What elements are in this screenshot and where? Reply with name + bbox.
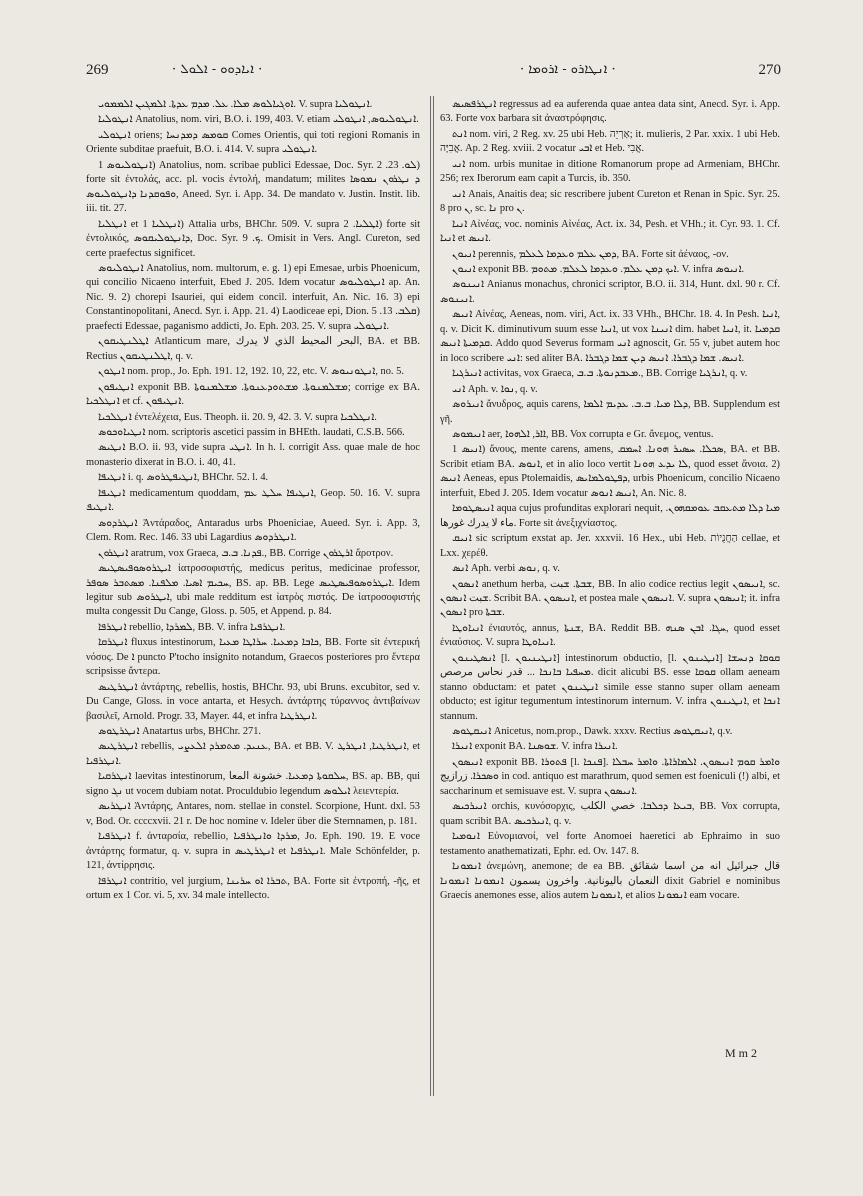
- dictionary-entry: ܐܢܝܡܘܣ aer, ܐܐܪ, ܐܠܗܘܐ, BB. Vox corrupta e Gr. ἄνεμος, ventus.: [452, 428, 714, 440]
- dictionary-entry: ܐܢܝܢܘܣ Anianus monachus, chronici scriptor, B.O. ii. 314, Hunt. dxl. 90 r. Cf. ܐܢܝܢܘܣ.: [440, 279, 780, 305]
- dictionary-entry: ܐܢܛܠܝܐ et ܐܢܛܠܝܐ 1) Attalia urbs, BHChr. 509. V. supra ܐܛܠܝܐ. 2) forte sit ἐντολικός, ܕܐܢܛܘܠܝܩܘܣ, Doc. Syr. ܟ. 9. Omisit in Vers. Angl. Cureton, sed certe praefectus significet.: [86, 218, 421, 259]
- dictionary-entry: ܐܢܛܘܠܝܘܣ Anatolius, nom. multorum, e. g. 1) epi Emesae, urbis Phoenicum, qui concilio Nicaeno interfuit, Ebed J. 205. Idem vocatur ܐܢܛܘܠܝܘܣ ap. An. Nic. 9. 2) chorepi Isauriei, qui eidem concil. interfuit, An. Nic. 16. 3) epi Constantinopolitani, Anecd. Syr. i. App. 21. 4) Laodiceae epi, Dion. ܩܠܒ. 13. 5) praefecti Edessae, paganismo addicti, Jo. Eph. 203. 25. V. supra ܐܢܛܘܠܝ.: [86, 262, 421, 332]
- dictionary-entry: ܐܢܛܪܦܐ contritio, vel jurgium, ܬܒܪܐ ܐܘ ܚܪܝܢܐ, BA. Forte sit ἐντροπή, -ῆς, et ortum ex 1 Cor. vi. 5, xv. 34 male intellecto.: [86, 875, 421, 902]
- dictionary-entry: ܐܢܛܪܩܝܐ laevitas intestinorum, ܚܠܩܘܬܐ ܕܡܥܝܐ. خشونة المعا, BS. ap. BB, qui signo ܢܓ ut vocem dubiam notat. Proculdubio legendum ܐܝܠܘܣ λειεντερία.: [86, 771, 420, 797]
- page-header: [0, 62, 863, 86]
- dictionary-entry: ܐܢܝܘܢ exponit BB. ܐܝܟ ܕܡܢ ܥܠܡ. ܘܥܕܡܐ ܠܥܠܡ. ܡܬܘܡ. V. infra ܐܢܝܘܣ.: [452, 263, 745, 275]
- dictionary-entry: ܐܢܛܝܦܘܢ exponit BB. ܡܫܠܡܢܘܬܐ. ܡܫܬܘܕܥܢܘܬܐ. ܡܫܠܡܢܘܬܐ; corrige ex BA. ܐܢܛܠܟܝܐ et cf. ܐܢܛܝܦܘܢ.: [86, 381, 420, 408]
- right-page-number: 270: [758, 62, 781, 78]
- dictionary-entry: ܐܢܝ Aph. v. ܢܘܐ, q. v.: [452, 383, 538, 395]
- dictionary-entry: ܐܢܝ Anais, Anaitis dea; sic rescribere jubent Cureton et Renan in Spic. Syr. 25. 8 pro ܢ, sc. ܢܐ pro ܢ.: [440, 188, 780, 215]
- dictionary-entry: ܐܢܛܘܠܝ oriens; ܩܘܡܣ ܕܡܕܢܚܐ Comes Orientis, qui toti regioni Romanis in Oriente subditae praefuit, B.O. i. 414. V. supra ܐܢܛܘܠܝ.: [86, 129, 420, 156]
- dictionary-entry: ܐܢܝܐܘܛܐ ἐνιαυτός, annus, ܫܢܬܐ, BA. Reddit BB. ܚܓܐ. ܐܒܢ ܣܢܗ, quod esset ἐνιαύσιος. V. supra ܐܢܝܐܘܛܐ.: [440, 622, 780, 649]
- signature-mark: M m 2: [725, 1046, 758, 1060]
- dictionary-entry: ܐܢܬ nom. viri, 2 Reg. xv. 25 ubi Heb. אַרְיֵה; it. mulieris, 2 Par. xxix. 1 ubi Heb. אֲבִיָּה. Ap. 2 Reg. xviii. 2 vocatur ܐܒܝ et Heb. אֲבִי.: [440, 128, 780, 155]
- dictionary-entry: ܐܢܛܝܦܐ i. q. ܐܢܛܝܦܛܪܘܣ, BHChr. 52. l. 4.: [98, 472, 269, 484]
- dictionary-entry: ܐܝܛܪܘܣܘܦܝܣܛܝܣ ἰατροσοφιστής, medicus peritus, medicinae professor, ܚܟܝܡ ܐܣܝܐ. ܡܠܦܢܐ. ܡܣܬܒܪ ܣܘܦܪ, BS. ap. BB. Lege ܐܝܛܪܘܣܘܦܝܣܛܝܣ. Idem legitur sub ܐܝܛܪܘܣ, ubi male redditum est ἰατρὸς πιστός. De ἰατροσοφιστής multa congessit Du Cange, Gloss. p. 505, et Append. p. 84.: [86, 563, 420, 618]
- dictionary-entry: ܐܢܛܪܛܝܣ rebellis, ܥܢܝܕ. ܡܬܡܪܕ ܐܠܥܨܝ, BA. et BB. V. ܐܢܛܪܛܝܐ, ܐܢܛܪܛ, et ܐܢܛܪܦܝܐ.: [86, 741, 420, 767]
- dictionary-entry: ܐܢܛܪܦܐ rebellio, ܠܡܪܕܐ, BB. V. infra ܐܢܛܪܦܝܐ.: [98, 621, 286, 633]
- dictionary-entry: ܐܢܛܪܦܣܝܣ regressus ad ea auferenda quae antea data sint, Anecd. Syr. i. App. 63. Forte vox barbara sit ἀναστρόφησις.: [440, 99, 780, 125]
- dictionary-entry: ܐܢܝܐ Αἰνέας, voc. nominis Αἰνέας, Act. ix. 34, Pesh. et VHh.; it. Cyr. 93. 1. Cf. ܐܢܝܐ et ܐܢܝܣ.: [440, 218, 780, 245]
- column-divider-rule: [430, 96, 431, 1096]
- dictionary-entry: ܐܢܛܪܘܢ aratrum, vox Graeca, ܦܕܢܐ. ܒ.ܒ., BB. Corrige ܐܪܛܪܘܢ ἄροτρον.: [98, 547, 394, 559]
- dictionary-entry: ܐܢܝܪܟܝܣ orchis, κυνόσορχις, ܒܝܥܐ ܕܟܠܒܐ. خصي الكلب, BB. Vox corrupta, quam scribit BA. ܐܢܝܪܟܝܣ, q. v.: [440, 801, 780, 827]
- dictionary-entry: ܐܢܛܝܦܐ medicamentum quoddam, ܐܢܛܝܦܐ ܚܠܛ ܥܡ, Geop. 50. 16. V. supra ܐܢܛܝܦ.: [86, 487, 420, 514]
- dictionary-entry: ܐܢܛܪܩܐ fluxus intestinorum, ܟܐܒܐ ܕܡܥܝܐ. ܚܪܐܛܐ ܡܥܝܐ, BB. Forte sit ἐντερική νόσος. De ܐ puncto P'tocho insignito notandum, Graecos posteriores pro ἔντερα scripsisse ἄντερα.: [86, 637, 420, 678]
- dictionary-entry: ܐܢܝܩ sic scriptum exstat ap. Jer. xxxvii. 16 Hex., ubi Heb. הַחֲנֻיוֹת cellae, et Lxx. χερέθ.: [440, 533, 781, 559]
- dictionary-entry: ܐܢܘܡܝܐ Εὐνομιανοί, vel forte Anomoei haeretici ab Ephraimo in suo testamento anathematizati, Ephr. ed. Ov. 147. 8.: [440, 831, 780, 857]
- dictionary-entry: ܐܢܝܩܛܘܣ Anicetus, nom.prop., Dawk. xxxv. Rectius ܐܢܝܩܛܘܣ, q.v.: [452, 726, 733, 738]
- dictionary-entry: ܐܢܝ nom. urbis munitae in ditione Romanorum prope ad Armeniam, BHChr. 256; rex Iberorum eam capit a Turcis, ib. 350.: [440, 158, 780, 185]
- dictionary-entry: ܐܘܓܝܐܠܘܣ ܡܠܐ. ܥܠ. ܡܕܡ ܥܕܬܐ. ܐܠܡܓܝܢ ܐܠܡܡܘܝ. V. supra ܐܢܛܘܠܝܐ.: [98, 99, 373, 110]
- dictionary-entry: ܐܢܣ Aph. verbi ܢܘܣ, q. v.: [452, 563, 560, 575]
- dictionary-entry: ܐܢܛܪܛܝܣ ἀντάρτης, rebellis, hostis, BHChr. 93, ubi Bruns. excubitor, sed v. Du Cange, Gloss. in voce antarta, et Hesych. ἀντάρτης τύραννος ἀντιβαίνων βασιλεῖ, Arnold. Progr. 33, Mayer. 44, et infra ܐܢܛܪܛܝܐ.: [86, 681, 420, 722]
- dictionary-entry: ܐܢܝܣ Αἰνέας, Aeneas, nom. viri, Act. ix. 33 VHh., BHChr. 18. 4. In Pesh. ܐܢܝܐ, q. v. Dicit K. diminutivum suum esse ܐܢܝܐ, ut vox ܐܢܝܢܐ dim. habet ܐܢܝܐ, it. ܩܕܡܝܐ ܩܕܡܝܬܐ ܐܢܝܣ. Addo quod Severus formam ܐܢܝ agnoscit, Gr. 55 v, jubet autem hoc in loco scribere ܐܢܝ: sed aliter BA. ܐܢܝܣ. ܫܡܐ ܕܓܒܪܐ. ܐܢܝܣ ܕܝܢ ܫܡܐ ܕܓܒܪܐ.: [440, 309, 781, 364]
- dictionary-entry: ܐܢܣܘܢ anethum herba, ܫܒܬܐ. ܫبت, BB. In alio codice rectius legit ܐܢܝܣܘܢ, sc. ܫبت ܐܢܣܘܢ. Scribit BA. ܐܢܝܣܘܢ, et postea male ܐܢܝܣܘܢ. V. supra ܐܢܝܣܘܢ; it. infra ܐܢܣܘܢ pro ܫܒܬܐ.: [440, 578, 780, 619]
- dictionary-entry: ܐܢܛܪܝܣ Ἀντάρης, Antares, nom. stellae in constel. Scorpione, Hunt. dxl. 53 v, Bod. Or. ccccxvii. 21 r. De hoc nomine v. Ideler über die Sternnamen, p. 181.: [86, 801, 420, 827]
- dictionary-entry: ܐܢܝܣܘܢ exponit BB. ܦܬܘܪܐ [l. ܦܢܟܐ]. ܘܐܡܪ ܩܘܡ ܐܢܝܣܘܢ. ܐܠܡܐܪܐܬܐ. ܘܐܡܪ ܚܒܠܐ ܘܣܟܪܐ. زرازيج in cod. antiquo est marathrum, quod semen est foeniculi (!) albi, et saccharinum et semisuave est. V. supra ܐܢܝܣܘܢ.: [440, 756, 780, 797]
- dictionary-entry: ܐܢܝܘܢ perennis, ܕܡܢ ܥܠܡ ܘܥܕܡܐ ܠܥܠܡ, BA. Forte sit ἀέναος, -ον.: [452, 248, 729, 260]
- dictionary-entry: ܐܢܝܪܓܝܐ activitas, vox Graeca, ܡܥܒܕܢܘܬܐ. ܒ.ܒ., BB. Corrige ܐܢܪܓܝܐ, q. v.: [452, 368, 748, 380]
- dictionary-entry: ܐܢܝܪܐ exponit BA. ܫܘܣܢܐ. V. infra ܐܢܝܪܐ.: [452, 741, 618, 753]
- dictionary-entry: ܐܢܝܪܘܣ ἄνυδρος, aquis carens, ܕܠܐ ܡܝܐ. ܒ.ܒ. ܥܕܝܡ ܐܠܡܐ, BB. Supplendum est γῆ.: [440, 399, 780, 425]
- dictionary-entry: ܐܢܝܣ 1) ἄνους, mente carens, amens, ܣܟܠܐ. ܚܣܝܪ ܗܘܢܐ. ܐܚܡܩ, BA. et BB. Scribit etiam BA. ܐܢܘܣ, et in alio loco vertit ܠܐ ܝܕܥ ܗܘܢܐ, quod esset ἄνοια. 2) ܐܢܝܣ Aeneas, epus Ptolemaidis, ܕܦܛܘܠܡܐܝܣ, urbis Phoenicum, concilio Nicaeno interfuit, Ebed J. 205. Idem vocatur ܐܢܝܣ ܐܢܘܣ, An. Nic. 8.: [440, 444, 781, 499]
- dictionary-entry: ܐܛܠܢܛܝܩܘܢ Atlanticum mare, البحر المحيط الذي لا يدرك, BA. et BB. Rectius ܐܛܠܢܛܝܩܘܢ, q. v.: [86, 336, 421, 362]
- dictionary-entry: ܐܢܛܘܢ nom. prop., Jo. Eph. 191. 12, 192. 10, 22, etc. V. ܐܢܛܘܢܝܘܣ, no. 5.: [98, 366, 404, 378]
- dictionary-entry: ܐܢܛܝܣ B.O. ii. 93, vide supra ܐܢܛܝ. In h. l. corrigit Ass. quae male de hoc monasterio dixerat in B.O. i. 40, 41.: [86, 442, 420, 468]
- dictionary-entry: ܐܢܡܘܢܐ ἀνεμώνη, anemone; de ea BB. قال جبرائيل انه من اسما شقائق النعمان باليونانية. واخرون يسمون ܐܢܡܘܢܐ ܐܢܡܘܢܐ dixit Gabriel e nominibus Graecis anemones esse, alios autem ܐܢܡܘܢܐ, et alios ܐܢܡܘܢܐ eam vocare.: [440, 861, 780, 902]
- dictionary-entry: ܐܢܛܪܕܘܣ Ἀντάραδος, Antaradus urbs Phoeniciae, Aueed. Syr. i. App. 3, Clem. Rom. Rec. 146. 33 ubi Lagardius ܐܢܛܪܕܘܣ.: [86, 517, 420, 544]
- dictionary-entry: ܐܢܛܪܛܘܣ Anatartus urbs, BHChr. 271.: [98, 726, 262, 738]
- left-page-number: 269: [86, 62, 109, 78]
- dictionary-entry: ܐܢܛܠܟܝܐ ἐντελέχεια, Eus. Theoph. ii. 20. 9, 42. 3. V. supra ܐܢܛܠܟܝܐ.: [98, 411, 377, 423]
- left-column: [86, 98, 420, 904]
- right-running-head: · ܐܢܛܐܪܘ - ܐܪܘܡܐ ·: [520, 62, 616, 77]
- dictionary-entry: ܐܢܛܪܦܝܐ f. ἀνταρσία, rebellio, ܡܪܕܐ ܘܐܢܛܪܦܝܐ, Jo. Eph. 190. 19. E voce ἀντάρτης formatur, q. v. supra in ܐܢܛܪܛܝܣ et ܐܢܛܪܦܝܐ. Male Schönfelder, p. 121, ἀντίρρησις.: [86, 831, 421, 872]
- dictionary-entry: ܐܢܛܘܠܝܘܣ 1) Anatolius, nom. scribae publici Edessae, Doc. Syr. ܠܘ. 23. 2) forte sit ἐντολάς, acc. pl. vocis ἐντολή, mandatum; milites ܕ ܢܛܪܘܢ ܢܡܘܣܐ ܘܦܘܩܕܢܐ ܕܐܢܛܘܠܝܘܣ, Aneed. Syr. i. App. 34. De mandato v. Justin. Instit. lib. iii. tit. 27.: [86, 159, 421, 215]
- right-column: [440, 98, 780, 904]
- column-divider-rule-inner: [433, 96, 434, 1096]
- dictionary-entry: ܐܢܛܝܐܘܟܘܣ nom. scriptoris ascetici passim in BHEth. laudati, C.S.B. 566.: [98, 426, 405, 438]
- dictionary-entry: ܐܢܣܛܝܢܘܢ [l. ܐܢܛܝܢܝܘܢ] intestinorum obductio, [l. ܐܢܛܝܢܘܢ] ܩܘܩܐ ܕܢܚܫܐ ܡܚܦܝܐ ܒܐܢܟܐ ... قدر نحاس مرصص. dicit alicubi BS. esse ܩܘܩܐ ollam aeneam stanno obductam: et patet ܐܢܛܝܢܘܢ simile esse stanno super ollam aeneam obducto; est igitur tegumentum intestinorum internum. V. infra ܐܢܛܝܢܘܢ, et ܐܢܟܐ stannum.: [440, 652, 781, 722]
- dictionary-entry: ܐܢܛܘܠܝܐ Anatolius, nom. viri, B.O. i. 199, 403. V. etiam ܐܢܛܘܠܝܘܣ, ܐܢܛܘܠܝ.: [98, 114, 419, 126]
- left-running-head: · ܐܝܐܕܘܘ - ܐܠܘܠ ·: [172, 62, 263, 77]
- dictionary-entry: ܐܢܝܣܛܘܡܐ aqua cujus profunditas explorari nequit, ܡܝܐ ܕܠܐ ܡܬܥܩܒ ܥܘܡܩܗܘܢ. ماء لا يدرك غورها. Forte sit ἀνεξιχνίαστος.: [440, 503, 780, 529]
